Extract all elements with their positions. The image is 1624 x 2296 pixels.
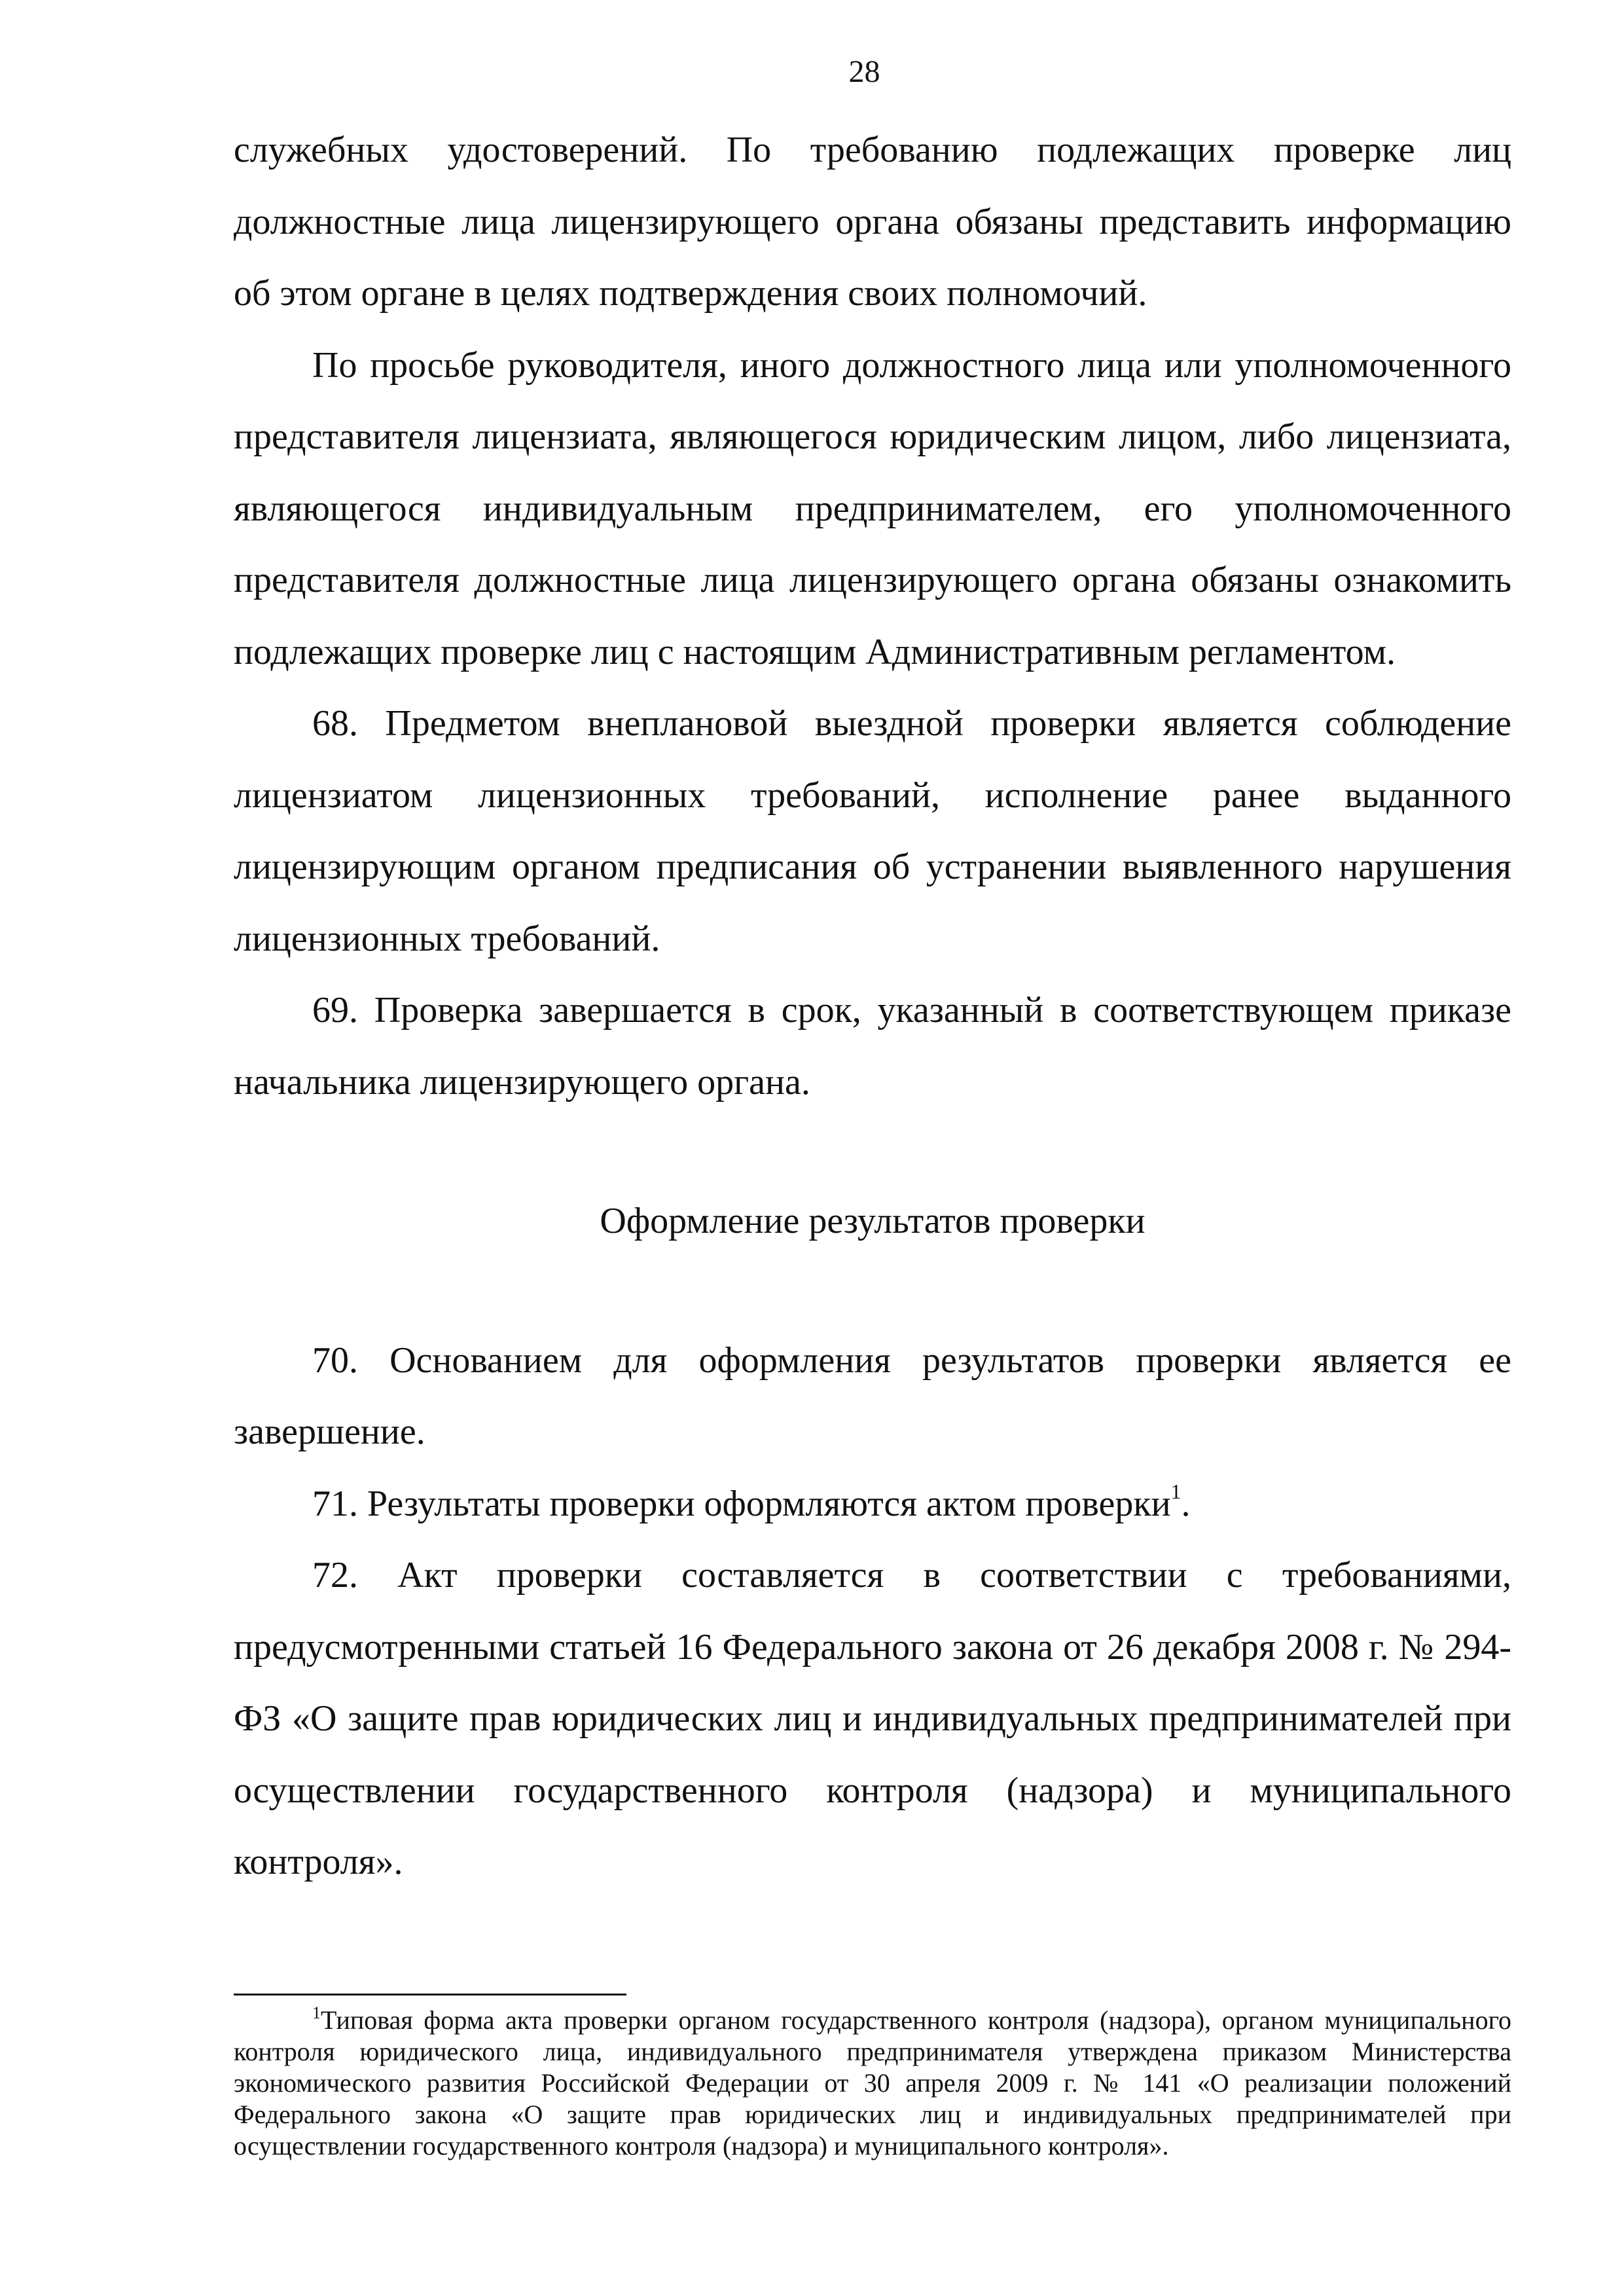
paragraph-71-text: 71. Результаты проверки оформляются актом проверки (312, 1483, 1171, 1524)
paragraph-68: 68. Предметом внеплановой выездной проверки является соблюдение лицензиатом лицензионных требований, исполнение ранее выданного лицензирующим органом предписания об устранении выявленного нарушения лицензионных требований. (234, 703, 1511, 959)
page-number: 28 (848, 54, 880, 89)
footnote-text: Типовая форма акта проверки органом государственного контроля (надзора), органом муниципального контроля юридического лица, индивидуального предпринимателя утверждена приказом Министерства экономического развития Российской Федерации от 30 апреля 2009 г. № 141 «О реализации положений Федерального закона «О защите прав юридических лиц и индивидуальных предпринимателей при осуществлении государственного контроля (надзора) и муниципального контроля». (234, 2005, 1511, 2160)
section-heading: Оформление результатов проверки (600, 1201, 1146, 1241)
footnote-separator (234, 1994, 626, 1995)
footnote (234, 2005, 1511, 2162)
paragraph-69: 69. Проверка завершается в срок, указанный в соответствующем приказе начальника лицензирующего органа. (234, 990, 1511, 1102)
paragraph-72: 72. Акт проверки составляется в соответствии с требованиями, предусмотренными статьей 16 Федерального закона от 26 декабря 2008 г. № 294-ФЗ «О защите прав юридических лиц и индивидуальных предпринимателей при осуществлении государственного контроля (надзора) и муниципального контроля». (234, 1555, 1511, 1882)
paragraph-70: 70. Основанием для оформления результатов проверки является ее завершение. (234, 1339, 1511, 1452)
document-body (234, 115, 1511, 1899)
footnote-reference-mark[interactable]: 1 (1170, 1479, 1182, 1503)
paragraph-continuation: служебных удостоверений. По требованию подлежащих проверке лиц должностные лица лицензирующего органа обязаны представить информацию об этом органе в целях подтверждения своих полномочий. (234, 130, 1511, 314)
paragraph-71 (234, 1468, 1511, 1540)
footnote-mark: 1 (312, 2003, 321, 2022)
paragraph-71-end: . (1181, 1483, 1191, 1524)
paragraph-request-familiarization: По просьбе руководителя, иного должностного лица или уполномоченного представителя лицензиата, являющегося юридическим лицом, либо лицензиата, являющегося индивидуальным предпринимателем, его уполномоченного представителя должностные лица лицензирующего органа обязаны ознакомить подлежащих проверке лиц с настоящим Административным регламентом. (234, 344, 1511, 672)
